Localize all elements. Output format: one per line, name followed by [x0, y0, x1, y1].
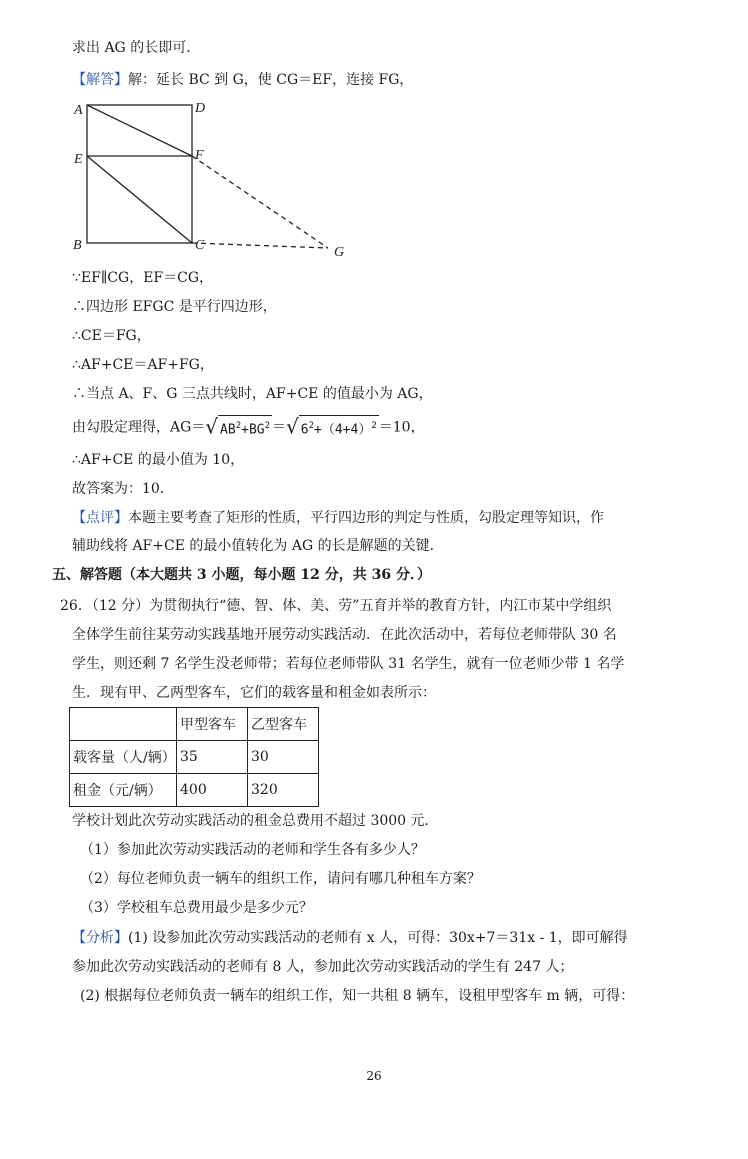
comment-text: 本题主要考查了矩形的性质，平行四边形的判定与性质，勾股定理等知识，作 [128, 510, 604, 526]
formula-result: ＝10， [378, 419, 425, 436]
table-cell: 载客量（人/辆） [70, 741, 177, 774]
solution-line [72, 70, 413, 90]
table-cell: 30 [248, 741, 319, 774]
comment-line [72, 508, 604, 528]
step-line: ∴当点 A、F、G 三点共线时，AF+CE 的值最小为 AG， [72, 386, 433, 402]
sub-question: （1）参加此次劳动实践活动的老师和学生各有多少人？ [80, 842, 425, 858]
exponent: 2 [308, 421, 315, 431]
equals-sign: ＝ [272, 419, 287, 436]
sqrt-expression: √ $AB^2+BG^2$ [205, 414, 271, 439]
comment-line: 辅助线将 AF+CE 的最小值转化为 AG 的长是解题的关键． [72, 538, 444, 554]
sub-question: （2）每位老师负责一辆车的组织工作，请问有哪几种租车方案？ [80, 871, 481, 887]
analysis-text: (1) 设参加此次劳动实践活动的老师有 x 人，可得：30x+7＝31x - 1，即可解得 [128, 930, 628, 946]
page-number: 26 [366, 1069, 382, 1083]
segment-fg [192, 156, 328, 248]
segment-af [87, 105, 192, 156]
label-b: B [73, 238, 82, 253]
formula-prefix: 由勾股定理得，AG＝ [72, 419, 206, 436]
table-row [70, 741, 319, 774]
sub-question: （3）学校租车总费用最少是多少元？ [80, 900, 313, 916]
radicand-bg: +BG [241, 422, 265, 438]
segment-ec [87, 156, 192, 243]
question-line: 学生，则还剩 7 名学生没老师带；若每位老师带队 31 名学生，就有一位老师少带 1 名学 [72, 656, 625, 672]
radicand-six: 6 [300, 422, 309, 438]
table-cell: 320 [248, 774, 319, 807]
table-header-cell: 甲型客车 [177, 708, 248, 741]
table-cell: 400 [177, 774, 248, 807]
question-line: 全体学生前往某劳动实践基地开展劳动实践活动．在此次活动中，若每位老师带队 30 名 [72, 627, 617, 643]
table-cell: 租金（元/辆） [70, 774, 177, 807]
text-line: 求出 AG 的长即可． [72, 40, 201, 56]
analysis-line: 参加此次劳动实践活动的老师有 8 人，参加此次劳动实践活动的学生有 247 人； [72, 959, 574, 975]
radicand-sum: +（4+4） [314, 422, 372, 438]
question-line: 学校计划此次劳动实践活动的租金总费用不超过 3000 元． [72, 813, 439, 829]
label-a: A [74, 103, 83, 118]
label-f: F [195, 148, 204, 163]
segment-cg [192, 243, 328, 248]
pythagoras-line [72, 415, 425, 440]
step-line: ∴AF+CE＝AF+FG， [72, 357, 214, 373]
geometry-figure [60, 95, 360, 265]
step-line: ∴AF+CE 的最小值为 10， [72, 452, 245, 468]
exponent: 2 [371, 421, 377, 431]
table-header-row [70, 708, 319, 741]
exponent: 2 [264, 421, 271, 431]
label-g: G [334, 245, 345, 260]
rental-table [69, 707, 319, 807]
label-e: E [74, 152, 83, 167]
radicand-ab: AB [220, 422, 236, 438]
section-heading: 五、解答题（本大题共 3 小题，每小题 12 分，共 36 分．） [52, 567, 431, 583]
label-c: C [195, 238, 205, 253]
table-row [70, 774, 319, 807]
solution-text: 解：延长 BC 到 G，使 CG＝EF，连接 FG， [128, 72, 414, 88]
sqrt-expression: √ $6^2+(4+4)^2$ [286, 414, 377, 439]
table-header-cell: 乙型客车 [248, 708, 319, 741]
analysis-line: (2) 根据每位老师负责一辆车的组织工作，知一共租 8 辆车，设租甲型客车 m 辆，可得： [80, 988, 635, 1004]
label-d: D [195, 101, 206, 116]
comment-tag: 【点评】 [72, 510, 128, 526]
step-line: ∴CE＝FG， [72, 328, 151, 344]
solution-tag: 【解答】 [72, 72, 128, 88]
question-line: 生．现有甲、乙两型客车，它们的载客量和租金如表所示： [72, 685, 436, 701]
step-line: 故答案为：10． [72, 481, 174, 497]
table-cell [70, 708, 177, 741]
step-line: ∴四边形 EFGC 是平行四边形， [72, 299, 277, 315]
step-line: ∵EF∥CG，EF＝CG， [72, 270, 214, 286]
exponent: 2 [235, 421, 242, 431]
question-line: 26．（12 分）为贯彻执行“德、智、体、美、劳”五育并举的教育方针，内江市某中学组织 [60, 598, 612, 614]
table-cell: 35 [177, 741, 248, 774]
analysis-line [72, 928, 628, 948]
rectangle-abcd [87, 105, 192, 243]
analysis-tag: 【分析】 [72, 930, 128, 946]
